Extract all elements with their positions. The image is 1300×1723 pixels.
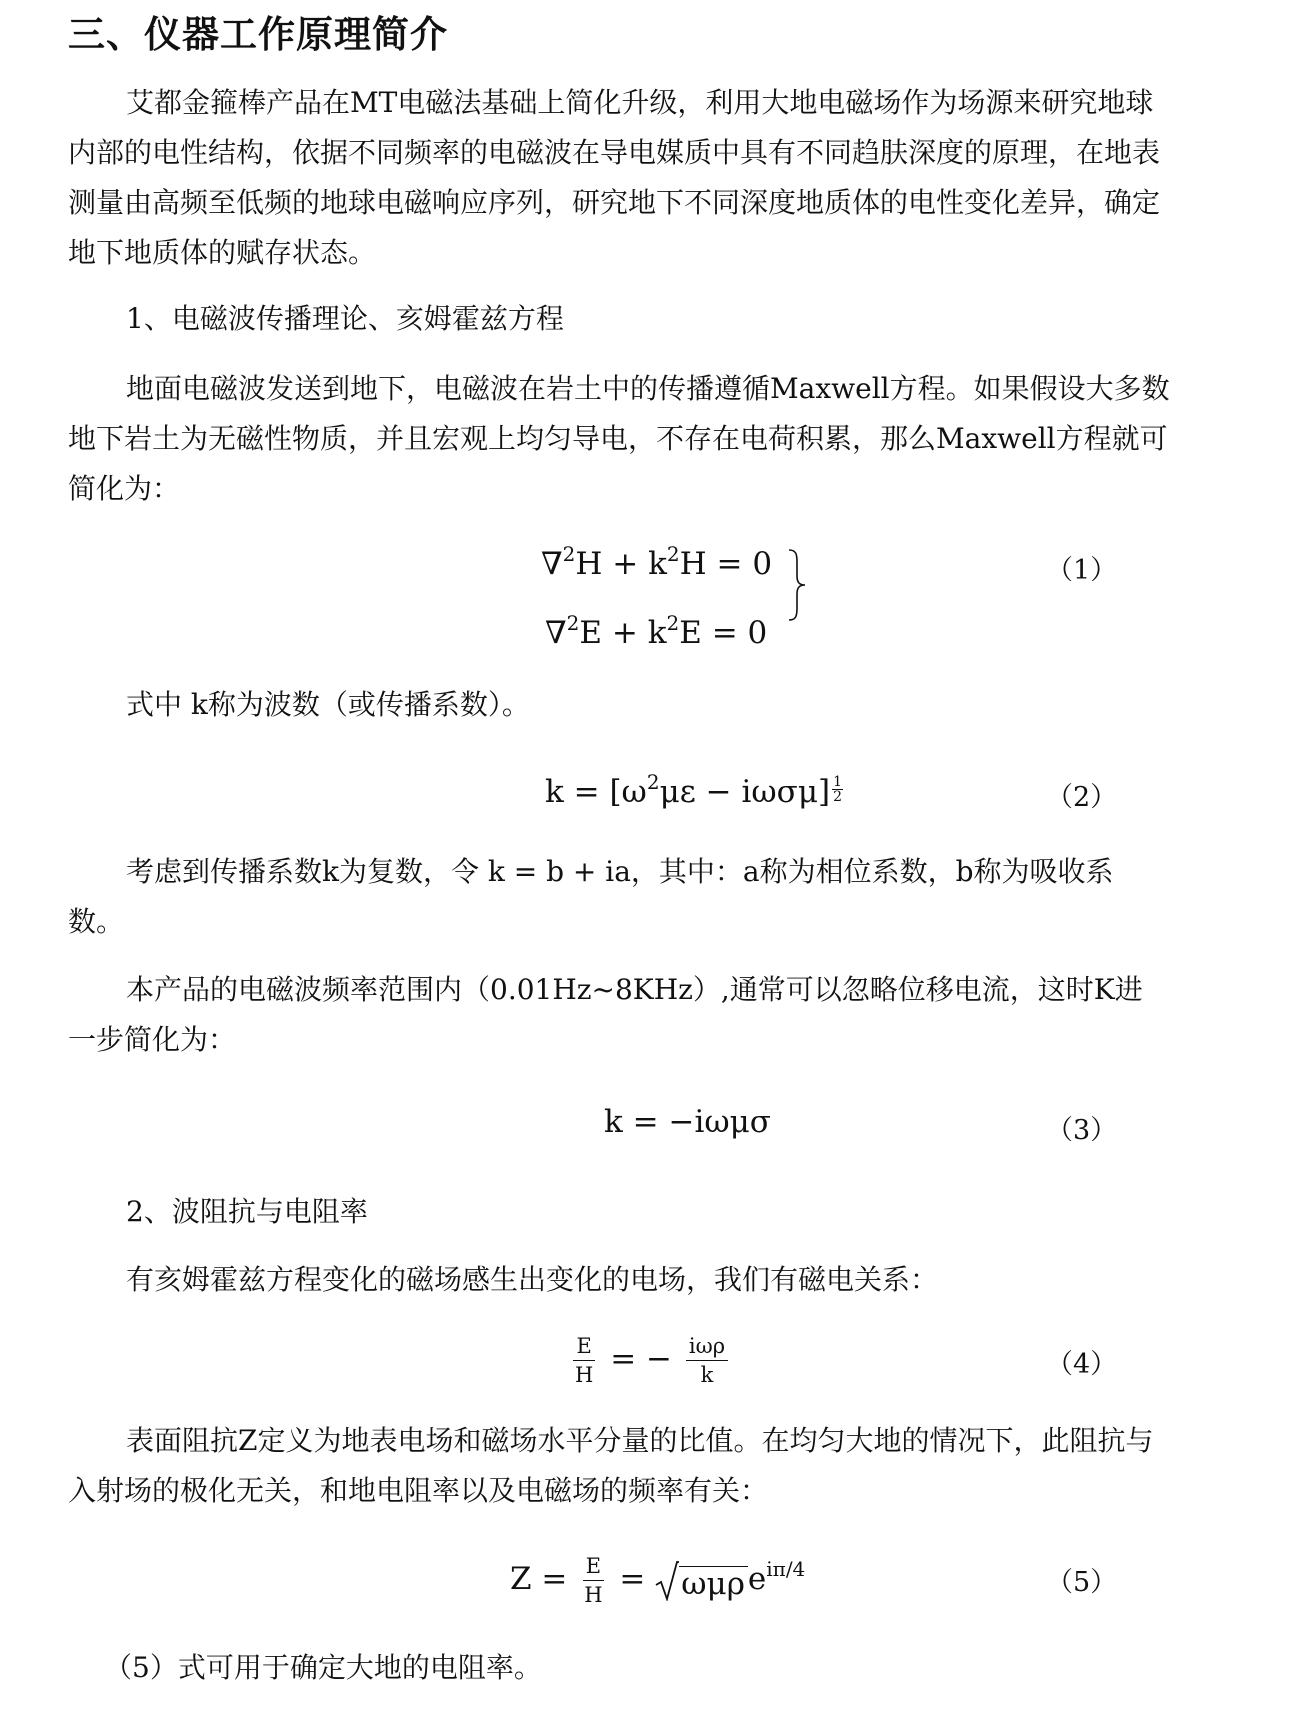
eq2-power-den: 2	[833, 789, 842, 805]
equation-number-5: （5）	[1046, 1567, 1118, 1598]
impedance-paragraph: 表面阻抗Z定义为地表电场和磁场水平分量的比值。在均匀大地的情况下，此阻抗与入射场的极化无关，和地电阻率以及电磁场的频率有关：	[68, 1424, 1154, 1507]
eq1-l2-exp2: 2	[666, 611, 680, 635]
eq5-exp-base: e	[747, 1561, 767, 1597]
eq1-l2-exp1: 2	[566, 611, 580, 635]
equation-5	[510, 1554, 805, 1607]
equation-3: k = −iωμσ	[604, 1104, 771, 1140]
eq5-frac-num: E	[583, 1554, 604, 1581]
eq5-exponent: iπ/4	[766, 1557, 806, 1581]
closing-sentence: （5）式可用于确定大地的电阻率。	[104, 1651, 542, 1684]
eq2-power-num: 1	[833, 774, 842, 790]
eq1-l1-exp1: 2	[562, 542, 576, 566]
eq5-equals: =	[619, 1561, 646, 1597]
eq5-square-root	[655, 1561, 748, 1601]
eq4-rhs-num: iωρ	[686, 1334, 728, 1361]
eq1-l2-nabla: ∇	[545, 615, 567, 651]
eq4-lhs-num: E	[573, 1334, 594, 1361]
eq1-l2-mid: E + k	[579, 615, 667, 651]
complex-note-line-1: 考虑到传播系数k为复数，令 k = b + ia，其中：a称为相位系数，b称为吸收系	[126, 855, 1114, 888]
eq1-l1-mid: H + k	[575, 546, 667, 582]
eq5-frac-den: H	[584, 1583, 603, 1607]
equation-number-4: （4）	[1046, 1349, 1118, 1380]
equation-1-line-1	[541, 542, 772, 582]
eq5-fraction	[581, 1554, 605, 1607]
equation-2	[545, 770, 843, 810]
eq4-lhs-den: H	[575, 1363, 594, 1387]
frequency-note-line-1: 本产品的电磁波频率范围内（0.01Hz~8KHz）,通常可以忽略位移电流，这时K进	[126, 973, 1143, 1006]
section-title: 三、仪器工作原理简介	[68, 13, 448, 56]
square-root-icon	[655, 1561, 679, 1601]
right-brace-icon	[786, 548, 808, 622]
eq4-equals: = −	[610, 1341, 672, 1377]
frequency-note-line-2: 一步简化为：	[68, 1023, 237, 1056]
eq1-l2-end: E = 0	[679, 615, 768, 651]
eq2-exp: 2	[646, 770, 660, 794]
equation-4	[568, 1334, 732, 1387]
intro-paragraph: 艾都金箍棒产品在MT电磁法基础上简化升级，利用大地电磁场作为场源来研究地球内部的电性结构，依据不同频率的电磁波在导电媒质中具有不同趋肤深度的原理，在地表测量由高频至低频的地球电磁响应序列，研究地下不同深度地质体的电性变化差异，确定地下地质体的赋存状态。	[68, 86, 1161, 269]
eq4-rhs-fraction	[686, 1334, 728, 1387]
equation-number-1: （1）	[1046, 555, 1118, 586]
equation-number-3: （3）	[1046, 1115, 1118, 1146]
complex-note-line-2: 数。	[68, 905, 125, 938]
equation-1-line-2	[545, 611, 767, 651]
wavenumber-note: 式中 k称为波数（或传播系数）。	[126, 688, 530, 721]
eq1-l1-nabla: ∇	[541, 546, 563, 582]
magnetoelectric-paragraph: 有亥姆霍兹方程变化的磁场感生出变化的电场，我们有磁电关系：	[126, 1263, 939, 1296]
eq2-rhs: με − iωσμ]	[659, 774, 831, 810]
eq1-l1-exp2: 2	[666, 542, 680, 566]
eq1-l1-end: H = 0	[679, 546, 773, 582]
eq2-power-fraction	[832, 775, 843, 804]
eq5-radicand: ωμρ	[679, 1566, 748, 1601]
subsection-heading-2: 2、波阻抗与电阻率	[126, 1195, 368, 1228]
subsection-heading-1: 1、电磁波传播理论、亥姆霍兹方程	[126, 302, 564, 335]
eq2-lhs: k = [ω	[545, 774, 647, 810]
eq4-rhs-den: k	[700, 1363, 714, 1387]
equation-number-2: （2）	[1046, 782, 1118, 813]
maxwell-paragraph: 地面电磁波发送到地下，电磁波在岩土中的传播遵循Maxwell方程。如果假设大多数地下岩土为无磁性物质，并且宏观上均匀导电，不存在电荷积累，那么Maxwell方程就可简化为：	[68, 372, 1170, 505]
eq5-lhs: Z =	[510, 1561, 568, 1597]
eq4-lhs-fraction	[572, 1334, 596, 1387]
